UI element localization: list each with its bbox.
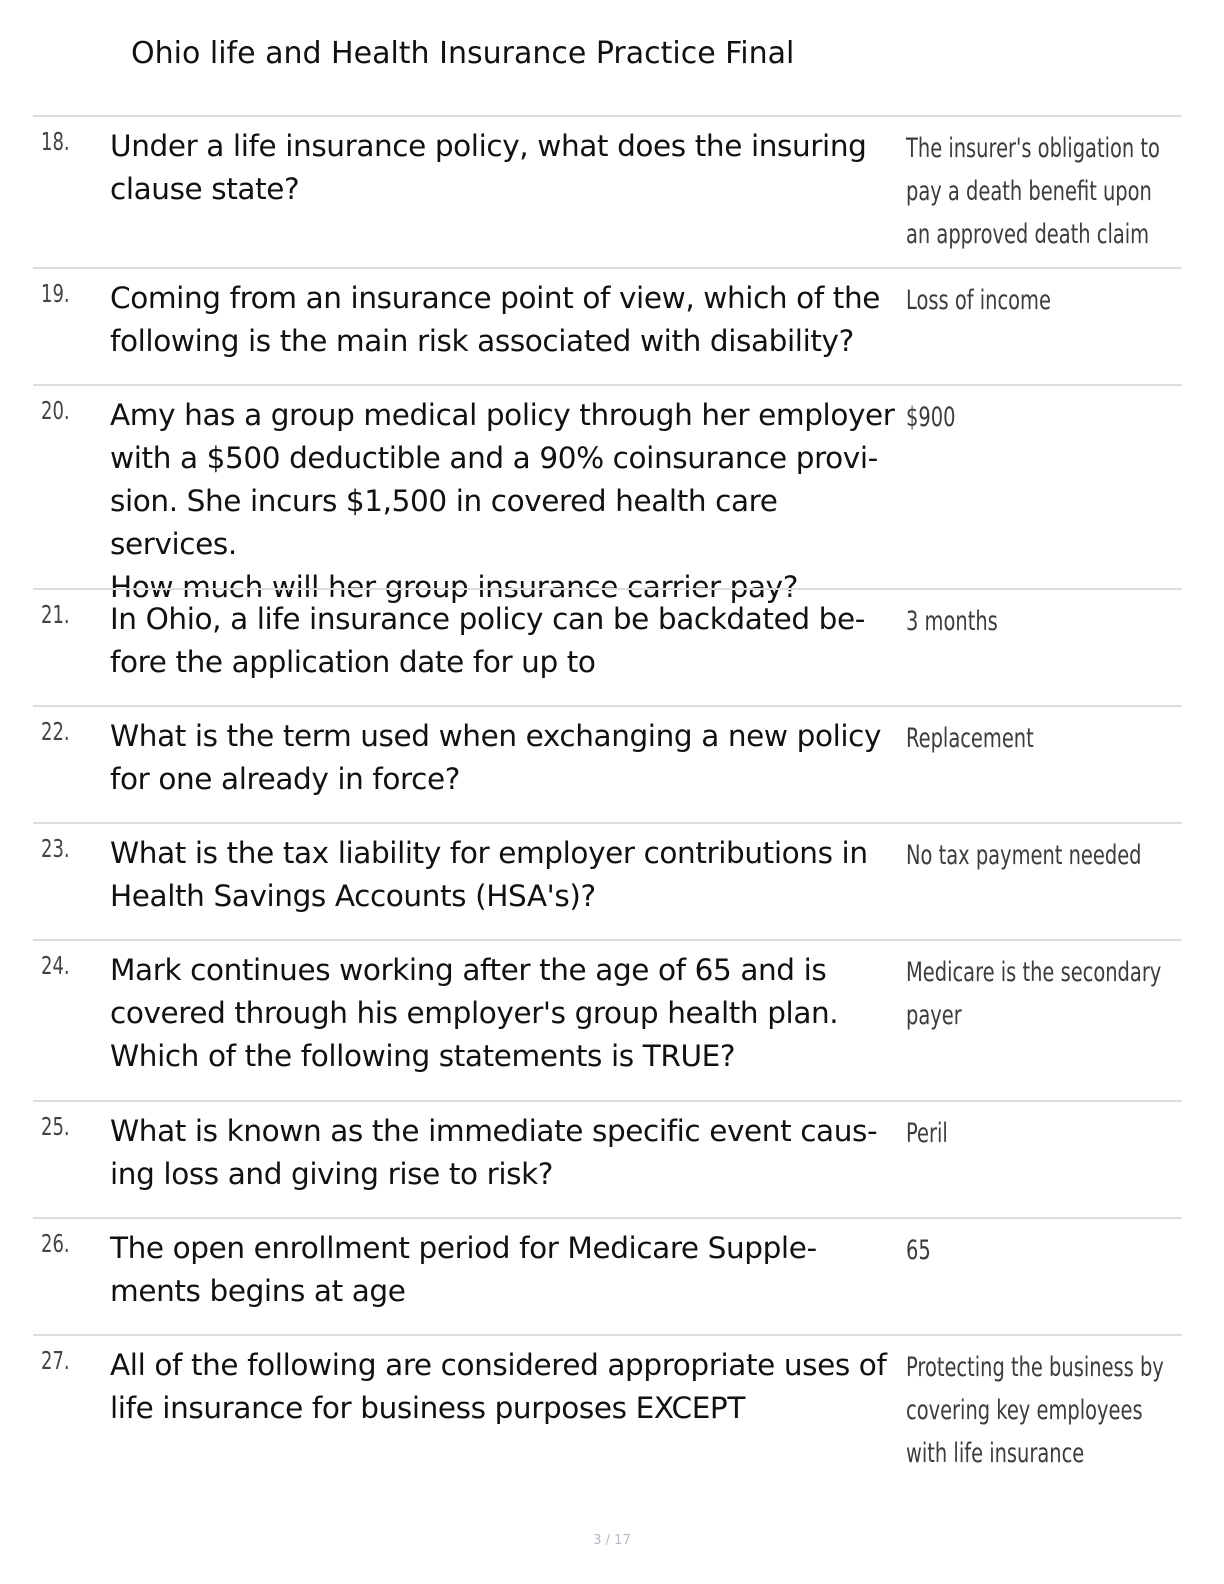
card-answer: $900 <box>906 402 956 433</box>
flashcard-row <box>33 588 1182 705</box>
card-answer: Protecting the business by covering key employees with life insurance <box>906 1352 1164 1469</box>
card-number: 25. <box>41 1112 70 1141</box>
card-number: 21. <box>41 600 70 629</box>
card-question: Mark continues working after the age of 65 and is covered through his employer's group health plan. Which of the following statements is TRUE? <box>110 953 839 1073</box>
card-answer: Medicare is the secondary payer <box>906 957 1162 1031</box>
card-number: 24. <box>41 951 70 980</box>
card-number: 20. <box>41 396 70 425</box>
card-question: What is the term used when exchanging a new policy for one already in force? <box>110 719 882 796</box>
card-answer: No tax payment needed <box>906 840 1142 871</box>
card-question: The open enrollment period for Medicare Supple- ments begins at age <box>110 1231 817 1308</box>
card-number: 27. <box>41 1346 70 1375</box>
card-question: Amy has a group medical policy through her employer with a $500 deductible and a 90% coinsurance provi- sion. She incurs $1,500 in covered health care services. How much will her group insurance carrier pay? <box>110 398 895 604</box>
card-number: 18. <box>41 127 70 156</box>
card-answer: Replacement <box>906 723 1034 754</box>
card-question: In Ohio, a life insurance policy can be backdated be- fore the application date for up to <box>110 602 865 679</box>
card-question: Under a life insurance policy, what does the insuring clause state? <box>110 129 867 206</box>
page-indicator: 3 / 17 <box>593 1533 631 1548</box>
card-number: 22. <box>41 717 70 746</box>
card-question: What is the tax liability for employer contributions in Health Savings Accounts (HSA's)? <box>110 836 868 913</box>
flashcard-row <box>33 822 1182 939</box>
flashcard-list <box>33 115 1182 1494</box>
card-question: What is known as the immediate specific event caus- ing loss and giving rise to risk? <box>110 1114 878 1191</box>
card-question: Coming from an insurance point of view, which of the following is the main risk associated with disability? <box>110 281 881 358</box>
card-number: 26. <box>41 1229 70 1258</box>
card-answer: Peril <box>906 1118 948 1149</box>
card-answer: 65 <box>906 1235 931 1266</box>
card-answer: Loss of income <box>906 285 1051 316</box>
card-answer: 3 months <box>906 606 998 637</box>
card-number: 23. <box>41 834 70 863</box>
flashcard-row <box>33 1100 1182 1217</box>
flashcard-row <box>33 267 1182 384</box>
flashcard-row <box>33 1217 1182 1334</box>
flashcard-row <box>33 939 1182 1100</box>
flashcard-row <box>33 115 1182 267</box>
page-title: Ohio life and Health Insurance Practice Final <box>131 36 795 71</box>
flashcard-row <box>33 384 1182 604</box>
flashcard-row <box>33 705 1182 822</box>
card-question: All of the following are considered appropriate uses of life insurance for business purposes EXCEPT <box>110 1348 887 1425</box>
card-answer: The insurer's obligation to pay a death benefit upon an approved death claim <box>906 133 1160 250</box>
card-number: 19. <box>41 279 70 308</box>
flashcard-row <box>33 1334 1182 1494</box>
